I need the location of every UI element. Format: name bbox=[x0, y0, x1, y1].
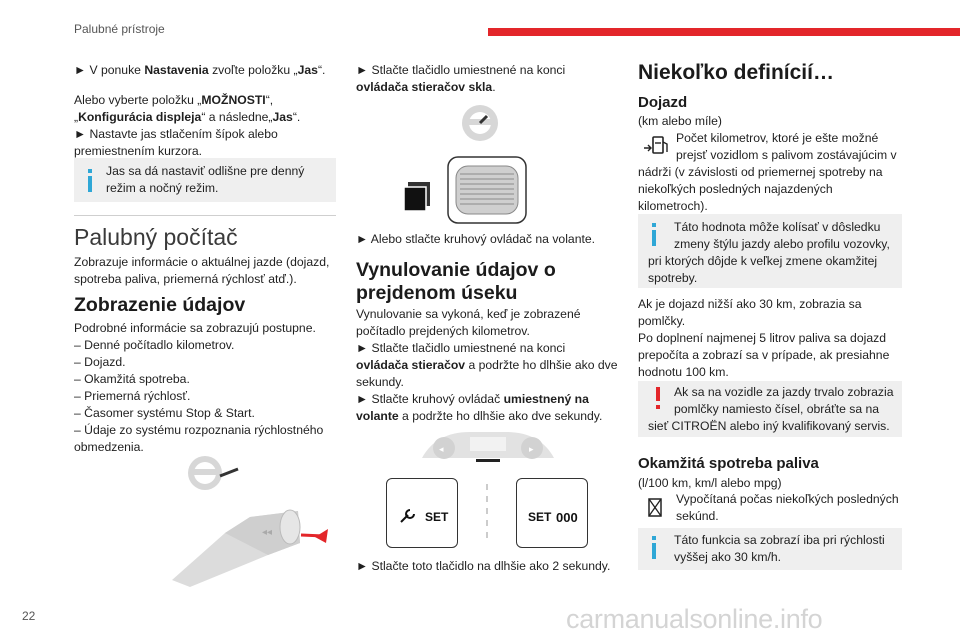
line: pri ktorých dôjde k veľkej zmene okamžitej bbox=[648, 254, 878, 268]
text: “ a následne„ bbox=[201, 110, 273, 124]
text: ► V ponuke bbox=[74, 63, 145, 77]
heading-definicie: Niekoľko definícií… bbox=[638, 61, 834, 84]
line: nádrži (v závislosti od priemernej spotreby na bbox=[638, 165, 883, 179]
divider bbox=[74, 215, 336, 216]
trip-reset-value: 000 bbox=[556, 510, 578, 525]
line: vyššej ako 30 km/h. bbox=[674, 550, 782, 564]
line: počítadlo prejdených kilometrov. bbox=[356, 324, 530, 338]
watermark: carmanualsonline.info bbox=[566, 604, 823, 634]
line: Ak sa na vozidle za jazdy trvalo zobrazia bbox=[674, 385, 894, 399]
heading-line: Vynulovanie údajov o bbox=[356, 259, 556, 281]
col2-paragraph-2: ► Alebo stlačte kruhový ovládač na volante. bbox=[356, 232, 596, 246]
text-bold: MOŽNOSTI bbox=[201, 93, 266, 107]
text: . bbox=[492, 80, 496, 94]
line bbox=[356, 79, 621, 96]
text: Alebo vyberte položku „ bbox=[74, 93, 202, 107]
info-text bbox=[106, 163, 304, 197]
col3-paragraph bbox=[638, 296, 908, 381]
heading-zobrazenie-udajov: Zobrazenie údajov bbox=[74, 294, 246, 316]
text: a podržte ho dlhšie ako dve bbox=[465, 358, 618, 372]
text-bold: umiestnený na bbox=[503, 392, 589, 406]
line: Po doplnení najmenej 5 litrov paliva sa dojazd bbox=[638, 331, 886, 345]
line: sekundy. bbox=[356, 375, 404, 389]
wiper-stalk-illustration bbox=[150, 455, 340, 590]
set-button[interactable] bbox=[386, 478, 458, 548]
line: režim a nočný režim. bbox=[106, 181, 219, 195]
fuel-consumption-icon bbox=[646, 497, 666, 519]
line: spotreba paliva, priemerná rýchlosť atď.). bbox=[74, 272, 297, 286]
line: sekúnd. bbox=[676, 509, 719, 523]
line: Počet kilometrov, ktoré je ešte možné bbox=[676, 131, 879, 145]
line: hodnotu 100 km. bbox=[638, 365, 729, 379]
col2-paragraph-1 bbox=[356, 62, 621, 96]
col1-paragraph-2 bbox=[74, 92, 354, 160]
list-item: – Dojazd. bbox=[74, 355, 126, 369]
line bbox=[74, 109, 354, 126]
col1-paragraph-3 bbox=[74, 254, 349, 288]
line: Táto funkcia sa zobrazí iba pri rýchlosti bbox=[674, 533, 885, 547]
warning-text bbox=[648, 384, 900, 435]
thumbwheel bbox=[456, 166, 518, 214]
text: ► Stlačte kruhový ovládač bbox=[356, 392, 504, 406]
warning-box bbox=[638, 381, 902, 437]
display-list bbox=[74, 320, 354, 456]
col2-paragraph-4: ► Stlačte toto tlačidlo na dlhšie ako 2 sekundy. bbox=[356, 559, 611, 573]
text-bold: Jas bbox=[297, 63, 318, 77]
info-text bbox=[674, 532, 885, 566]
svg-text:◂◂: ◂◂ bbox=[262, 527, 273, 538]
page-number: 22 bbox=[22, 609, 36, 623]
consumption-unit: (l/100 km, km/l alebo mpg) bbox=[638, 476, 782, 490]
set-button-label: SET bbox=[528, 510, 552, 524]
dashed-separator bbox=[480, 484, 494, 544]
stalk-tip-button bbox=[280, 510, 300, 544]
menu-icon-front bbox=[404, 187, 426, 211]
text-bold: Jas bbox=[272, 110, 293, 124]
set-button-label: SET bbox=[425, 510, 449, 524]
svg-text:◂: ◂ bbox=[439, 445, 444, 455]
list-item: – Údaje zo systému rozpoznania rýchlostného bbox=[74, 423, 324, 437]
text: a podržte ho dlhšie ako dve sekundy. bbox=[398, 409, 603, 423]
line: spotreby. bbox=[648, 271, 698, 285]
line: prepočíta a zobrazí sa v prípade, ak presiahne bbox=[638, 348, 890, 362]
list-item: – Denné počítadlo kilometrov. bbox=[74, 338, 235, 352]
line bbox=[356, 391, 626, 408]
heading-okamzita-spotreba: Okamžitá spotreba paliva bbox=[638, 455, 819, 472]
line: sieť CITROËN alebo iný kvalifikovaný servis. bbox=[648, 419, 890, 433]
text-bold: Konfigurácia displeja bbox=[78, 110, 202, 124]
line bbox=[356, 357, 626, 374]
heading-line: prejdenom úseku bbox=[356, 282, 518, 304]
consumption-description bbox=[676, 491, 908, 525]
line: premiestnením kurzora. bbox=[74, 144, 203, 158]
info-box-consumption bbox=[638, 528, 902, 570]
info-box-brightness bbox=[74, 158, 336, 202]
line: kilometroch). bbox=[638, 199, 708, 213]
text-bold: Nastavenia bbox=[144, 63, 209, 77]
steering-wheel-icon bbox=[188, 456, 222, 490]
info-icon bbox=[88, 169, 92, 173]
text: “. bbox=[317, 63, 326, 77]
header-accent-bar bbox=[488, 28, 960, 36]
heading-vynulovanie bbox=[356, 259, 616, 305]
text: “. bbox=[292, 110, 301, 124]
info-text bbox=[648, 219, 900, 287]
list-item: – Okamžitá spotreba. bbox=[74, 372, 190, 386]
col2-paragraph-3 bbox=[356, 306, 626, 425]
instrument-cluster-illustration bbox=[418, 428, 558, 466]
line: Ak je dojazd nižší ako 30 km, zobrazia sa bbox=[638, 297, 862, 311]
list-item: – Časomer systému Stop & Start. bbox=[74, 406, 255, 420]
line: niekoľkých posledných najazdených bbox=[638, 182, 833, 196]
line: pomlčky namiesto čísel, obráťte sa na bbox=[674, 402, 880, 416]
list-item: – Priemerná rýchlosť. bbox=[74, 389, 191, 403]
line: Vynulovanie sa vykoná, keď je zobrazené bbox=[356, 307, 581, 321]
text: zvoľte položku „ bbox=[208, 63, 298, 77]
steering-wheel-icon bbox=[460, 103, 500, 143]
section-header: Palubné prístroje bbox=[74, 22, 165, 36]
wrench-icon bbox=[399, 507, 417, 525]
info-icon-bar bbox=[88, 176, 92, 192]
line bbox=[356, 408, 626, 425]
line: zmeny štýlu jazdy alebo profilu vozovky, bbox=[674, 237, 890, 251]
info-box-range bbox=[638, 214, 902, 288]
range-description bbox=[638, 130, 906, 215]
steering-wheel-thumbwheel-illustration bbox=[398, 152, 528, 227]
stalk-indicator-line bbox=[220, 469, 238, 476]
text-bold: ovládača stieračov skla bbox=[356, 80, 493, 94]
col1-paragraph-1 bbox=[74, 62, 344, 79]
line: prejsť vozidlom s palivom zostávajúcim v bbox=[676, 148, 897, 162]
text-bold: ovládača stieračov bbox=[356, 358, 466, 372]
line: Zobrazuje informácie o aktuálnej jazde (dojazd, bbox=[74, 255, 330, 269]
text: “, bbox=[265, 93, 274, 107]
info-icon-bar bbox=[652, 543, 656, 559]
heading-palubny-pocitac: Palubný počítač bbox=[74, 224, 238, 250]
line: Jas sa dá nastaviť odlišne pre denný bbox=[106, 164, 305, 178]
set-reset-button[interactable] bbox=[516, 478, 588, 548]
list-item: Podrobné informácie sa zobrazujú postupne. bbox=[74, 321, 316, 335]
range-unit: (km alebo míle) bbox=[638, 114, 722, 128]
svg-text:▸: ▸ bbox=[529, 445, 534, 455]
line bbox=[74, 92, 354, 109]
heading-dojazd: Dojazd bbox=[638, 94, 688, 111]
info-icon bbox=[652, 536, 656, 540]
list-item: obmedzenia. bbox=[74, 440, 144, 454]
line: ► Stlačte tlačidlo umiestnené na konci bbox=[356, 63, 566, 77]
line: ► Stlačte tlačidlo umiestnené na konci bbox=[356, 341, 566, 355]
line: pomlčky. bbox=[638, 314, 686, 328]
text: „ bbox=[74, 110, 79, 124]
line: ► Nastavte jas stlačením šípok alebo bbox=[74, 127, 278, 141]
line: Táto hodnota môže kolísať v dôsledku bbox=[674, 220, 881, 234]
text-bold: volante bbox=[356, 409, 399, 423]
line: Vypočítaná počas niekoľkých posledných bbox=[676, 492, 899, 506]
